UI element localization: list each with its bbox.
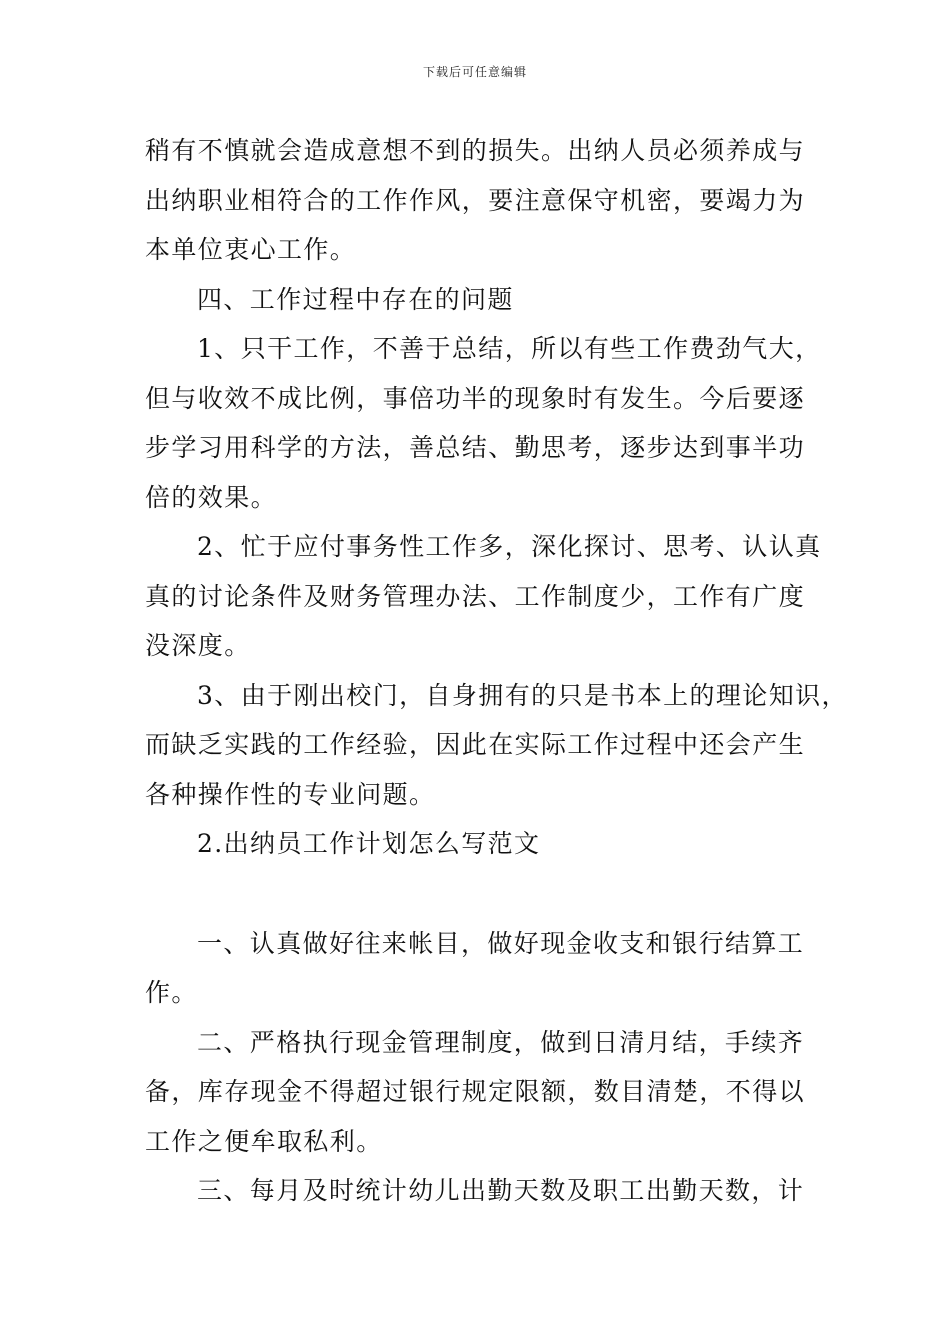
text-line: 出纳职业相符合的工作作风，要注意保守机密，要竭力为 — [145, 185, 806, 215]
text-line: 3、由于刚出校门，自身拥有的只是书本上的理论知识， — [197, 680, 848, 710]
text-line: 1、只干工作，不善于总结，所以有些工作费劲气大， — [197, 334, 822, 363]
text-line: 稍有不慎就会造成意想不到的损失。出纳人员必须养成与 — [145, 136, 806, 165]
text-line: 本单位衷心工作。 — [145, 235, 357, 264]
text-line: 作。 — [145, 978, 198, 1007]
text-line: 备，库存现金不得超过银行规定限额，数目清楚，不得以 — [145, 1077, 806, 1106]
text-line: 三、每月及时统计幼儿出勤天数及职工出勤天数，计 — [197, 1176, 805, 1205]
text-line: 各种操作性的专业问题。 — [145, 779, 436, 809]
text-line: 二、严格执行现金管理制度，做到日清月结，手续齐 — [197, 1027, 805, 1057]
page-header: 下载后可任意编辑 — [422, 65, 527, 79]
section-heading: 2.出纳员工作计划怎么写范文 — [197, 829, 541, 858]
text-line: 一、认真做好往来帐目，做好现金收支和银行结算工 — [197, 928, 805, 958]
text-line: 真的讨论条件及财务管理办法、工作制度少，工作有广度 — [145, 581, 806, 611]
text-line: 但与收效不成比例，事倍功半的现象时有发生。今后要逐 — [145, 383, 806, 413]
text-line: 没深度。 — [145, 631, 251, 660]
section-heading: 四、工作过程中存在的问题 — [197, 284, 514, 314]
text-line: 工作之便牟取私利。 — [145, 1126, 383, 1156]
blank-gap — [145, 869, 810, 919]
text-line: 而缺乏实践的工作经验，因此在实际工作过程中还会产生 — [145, 730, 806, 759]
text-line: 倍的效果。 — [145, 482, 278, 512]
text-line: 步学习用科学的方法，善总结、勤思考，逐步达到事半功 — [145, 433, 806, 462]
document-body — [145, 126, 848, 1216]
text-line: 2、忙于应付事务性工作多，深化探讨、思考、认认真 — [197, 532, 822, 561]
